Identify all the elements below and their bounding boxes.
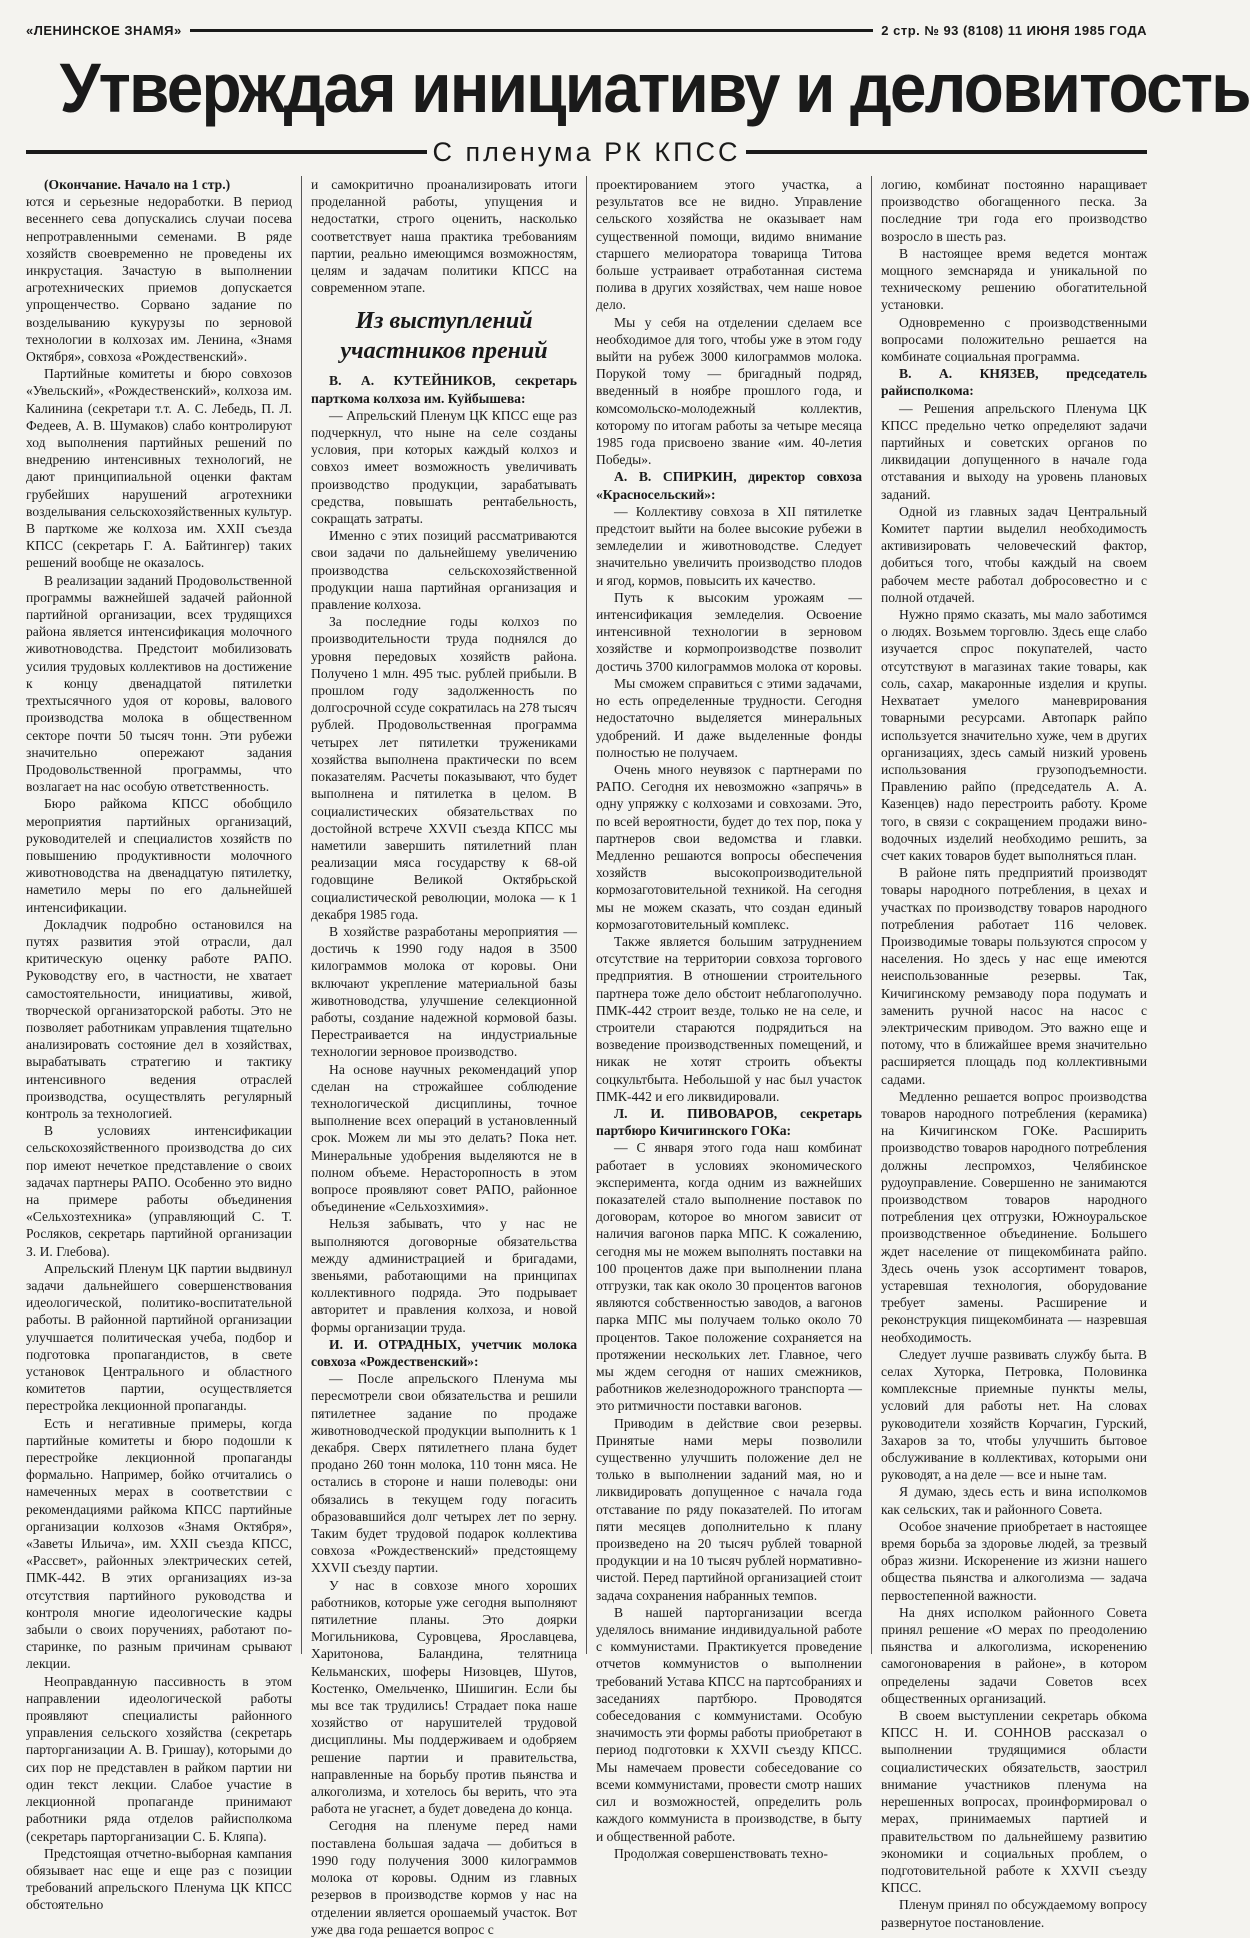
paragraph: Нельзя забывать, что у нас не выполняются договорные обязательства между администрацией и бригадами, звеньями, работающими на принципах коллективного подряда. Это подрывает авторитет и правления колхоза, и новой формы организации труда. xyxy=(311,1216,577,1335)
masthead-rule xyxy=(190,29,874,32)
column-2 xyxy=(301,176,586,1937)
paragraph: Апрельский Пленум ЦК партии выдвинул задачи дальнейшего совершенствования идеологической, политико-воспитательной работы. В районной партийной организации улучшается политическая учеба, подбор и подготовка пропагандистов, в свете установок Центрального и областного комитетов партии, осуществляется перестройка лекционной пропаганды. xyxy=(26,1260,292,1414)
paragraph: Мы сможем справиться с этими задачами, но есть определенные трудности. Сегодня недостаточно выделяется минеральных удобрений. И даже выделенные фонды полностью не получаем. xyxy=(596,675,862,760)
section-title: Из выступлений участников прений xyxy=(340,308,548,365)
column-3 xyxy=(586,176,871,1861)
paragraph: Путь к высоким урожаям — интенсификация земледелия. Освоение интенсивной технологии в зерновом хозяйстве и кормопроизводстве позволит достичь 3700 килограммов молока от коровы. xyxy=(596,589,862,674)
paragraph: Медленно решается вопрос производства товаров народного потребления (керамика) на Кичигинском ГОКе. Расширить производство товаров народного потребления должны леспромхоз, Челябинское рудоуправление. Совершенно не занимаются производством товаров народного потребления цех отгрузки, Южноуральское производственное объединение. Большего ждет население от пищекомбината райпо. Здесь очень узок ассортимент товаров, устаревшая технология, оборудование требует замены. Расширение и реконструкция пищекомбината — назревшая необходимость. xyxy=(881,1088,1147,1345)
paragraph: В условиях интенсификации сельскохозяйственного производства до сих пор имеют нечеткое представление о своих задачах партнеры РАПО. Особенно это видно на примере работы объединения «Сельхозтехника» (управляющий С. Т. Росляков, секретарь партийной организации З. И. Глебова). xyxy=(26,1123,292,1259)
paragraph: В хозяйстве разработаны мероприятия — достичь к 1990 году надоя в 3500 килограммов молока от коровы. Они включают укрепление материальной базы животноводства, улучшение селекционной работы, создание надежной кормовой базы. Перестраивается на индустриальные технологии зерновое производство. xyxy=(311,923,577,1060)
paragraph: — Апрельский Пленум ЦК КПСС еще раз подчеркнул, что ныне на селе созданы условия, при которых каждый колхоз и совхоз имеет возможность увеличивать производство продукции, зарабатывать средства, повышать рентабельность, сокращать затраты. xyxy=(311,407,577,527)
headline: Утверждая инициативу и деловитость xyxy=(59,49,1250,127)
speaker-name: В. А. КУТЕЙНИКОВ, секретарь парткома колхоза им. Куйбышева: xyxy=(311,373,577,406)
subhead-row xyxy=(26,134,1147,170)
column-4 xyxy=(871,176,1147,1930)
article-columns xyxy=(26,176,1147,1937)
paragraph: Бюро райкома КПСС обобщило мероприятия партийных организаций, руководителей и специалистов хозяйств по повышению продуктивности молочного животноводства на двенадцатую пятилетку, наметило меры по его дальнейшей интенсификации. xyxy=(26,796,292,915)
speaker-name: Л. И. ПИВОВАРОВ, секретарь партбюро Кичигинского ГОКа: xyxy=(596,1105,862,1139)
paragraph: — Решения апрельского Пленума ЦК КПСС предельно четко определяют задачи партийных и советских органов по ликвидации допущенного в начале года отставания и выходу на уровень плановых заданий. xyxy=(881,400,1147,502)
paragraph: Следует лучше развивать службу быта. В селах Хуторка, Петровка, Половинка комплексные приемные пункты мелы, условий для работы нет. На словах руководители хозяйств Корчагин, Гурский, Захаров за то, чтобы улучшить бытовое обслуживание в коллективах, которыми они руководят, а на деле — все и ныне там. xyxy=(881,1346,1147,1483)
paragraph: Также является большим затруднением отсутствие на территории совхоза торгового предприятия. В отношении строительного партнера тоже дело обстоит неблагополучно. ПМК-442 строит везде, только не на селе, и строители стараются подрядиться на возведение производственных помещений, и никак не хотят строить объекты соцкультбыта. Небольшой у нас был участок ПМК-442 и его ликвидировали. xyxy=(596,933,862,1104)
paragraph: Неоправданную пассивность в этом направлении идеологической работы проявляют специалисты районного управления сельского хозяйства (секретарь парторганизации А. В. Гришау), которыми до сих пор не представлен в райком партии ни один текст лекции. Слабое участие в лекционной пропаганде принимают работники ряда отделов райисполкома (секретарь парторганизации С. Б. Кляпа). xyxy=(26,1673,292,1844)
issue-info: 2 стр. № 93 (8108) 11 ИЮНЯ 1985 ГОДА xyxy=(881,22,1147,38)
paragraph: Продолжая совершенствовать техно- xyxy=(614,1845,828,1861)
paragraph: — Коллективу совхоза в XII пятилетке предстоит выйти на более высокие рубежи в земледелии и животноводстве. Следует значительно увеличить производство плодов и ягод, кормов, повысить их качество. xyxy=(596,503,862,588)
paragraph: На основе научных рекомендаций упор сделан на строжайшее соблюдение технологической дисциплины, точное выполнение всех операций в установленный срок. Можем ли мы это делать? Пока нет. Минеральные удобрения выделяются не в полном объеме. Нерасторопность в этом вопросе проявляют совет РАПО, районное объединение «Сельхозхимия». xyxy=(311,1061,577,1215)
paragraph: Есть и негативные примеры, когда партийные комитеты и бюро подошли к перестройке лекционной пропаганды формально. Например, бойко отчитались о намеченных мерах в соответствии с рекомендациями райкома КПСС партийные организации колхозов «Знамя Октября», «Заветы Ильича», им. XXII съезда КПСС, «Рассвет», районных электрических сетей, ПМК-442. В этих организациях из-за отсутствия партийного руководства и контроля многие идеологические кадры забыли о своих поручениях, работают по-старинке, по разным причинам срывают лекции. xyxy=(26,1415,292,1672)
paragraph: Я думаю, здесь есть и вина исполкомов как сельских, так и районного Совета. xyxy=(881,1484,1147,1517)
paragraph: Очень много неувязок с партнерами по РАПО. Сегодня их невозможно «запрячь» в одну упряжку с колхозами и совхозами. Это, по всей вероятности, будет до тех пор, пока у партнеров свои ведомства и главки. Медленно решаются вопросы обеспечения хозяйств высокопроизводительной кормозаготовительной техникой. На сегодня мы не можем сказать, что создан единый кормозаготовительный комплекс. xyxy=(596,761,862,932)
paragraph: Сегодня на пленуме перед нами поставлена большая задача — добиться в 1990 году получения 3000 килограммов молока от коровы. Одним из главных резервов в производстве кормов у нас на отделении является орошаемый участок. Вот уже два года решается вопрос с xyxy=(311,1818,577,1937)
subhead: С пленума РК КПСС xyxy=(432,136,741,167)
paragraph: Пленум принял по обсуждаемому вопросу развернутое постановление. xyxy=(881,1897,1147,1930)
subhead-rule-left xyxy=(26,150,427,154)
speaker-name: И. И. ОТРАДНЫХ, учетчик молока совхоза «Рождественский»: xyxy=(311,1336,577,1369)
paragraph: проектированием этого участка, а результатов все не видно. Управление сельского хозяйства не оказывает нам существенной помощи, видимо внимание старшего мелиоратора товарища Титова больше устраивает отработанная система полива в других хозяйствах, чем наше новое дело. xyxy=(596,177,862,313)
speaker-name: В. А. КНЯЗЕВ, председатель райисполкома: xyxy=(881,366,1147,399)
paragraph: У нас в совхозе много хороших работников, которые уже сегодня выполняют пятилетние планы. Это доярки Могильникова, Суровцева, Ярославцева, Харитонова, Баландина, телятница Кельманских, шоферы Низовцев, Шутов, Костенко, Омельченко, Шишигин. Если бы мы все так трудились! Страдает пока наше хозяйство от нарушителей трудовой дисциплины. Мы поддерживаем и одобряем решение партии и правительства, направленные на борьбу против пьянства и алкоголизма, и хотелось бы верить, что эта работа не угаснет, а будет доведена до конца. xyxy=(311,1577,577,1817)
speaker-name: А. В. СПИРКИН, директор совхоза «Красносельский»: xyxy=(596,469,862,502)
paragraph: и самокритично проанализировать итоги проделанной работы, упущения и недостатки, строго оценить, насколько соответствует наша практика требованиям партии, реально имеющимся возможностям, целям и задачам политики КПСС на современном этапе. xyxy=(311,177,577,296)
subhead-rule-right xyxy=(746,150,1147,154)
masthead xyxy=(26,20,1147,40)
paragraph: — После апрельского Пленума мы пересмотрели свои обязательства и решили пятилетнее задание по продаже животноводческой продукции выполнить к 1 декабря. Сверх пятилетнего плана будет продано 260 тонн молока, 110 тонн мяса. Не остались в стороне и наши полеводы: они обязались в текущем году погасить образовавшийся долг четырех лет по зерну. Таким будет трудовой подарок коллектива совхоза «Рождественский» предстоящему XXVII съезду партии. xyxy=(311,1371,577,1576)
paragraph: Мы у себя на отделении сделаем все необходимое для того, чтобы уже в этом году выйти на рубеж 3000 килограммов молока. Порукой тому — бригадный подряд, введенный в ноябре прошлого года, и комсомольско-молодежный коллектив, которому по итогам работы за четыре месяца 1985 года присвоено звание «им. 40-летия Победы». xyxy=(596,314,862,468)
paragraph: Одновременно с производственными вопросами положительно решается на комбинате социальная программа. xyxy=(881,314,1147,365)
paragraph: За последние годы колхоз по производительности труда поднялся до уровня передовых хозяйств района. Получено 1 млн. 495 тыс. рублей прибыли. В прошлом году задолженность по долгосрочной ссуде сократилась на 278 тысяч рублей. Продовольственная программа четырех лет пятилетки тружениками хозяйства выполнена практически по всем показателям. Расчеты показывают, что будет выполнена и пятилетка в целом. В социалистических обязательствах по достойной встрече XXVII съезда КПСС мы наметили завершить пятилетний план реализации мяса государству к 68-ой годовщине Великой Октябрьской социалистической революции, молока — к 1 декабря 1985 года. xyxy=(311,614,577,922)
paragraph: Партийные комитеты и бюро совхозов «Увельский», «Рождественский», колхоза им. Калинина (секретари т.т. А. С. Лебедь, П. Л. Федеев, А. В. Шумаков) слабо контролируют ход выполнения партийных решений по внедрению интенсивных технологий, не дают принципиальной оценки фактам грубейших нарушений агротехники возделывания сельскохозяйственных культур. В парткоме же колхоза им. XXII съезда КПСС (секретарь Г. А. Байтингер) таких решений вообще не оказалось. xyxy=(26,366,292,571)
paragraph: Одной из главных задач Центральный Комитет партии выделил необходимость активизировать человеческий фактор, добиться того, чтобы каждый на своем рабочем месте работал добросовестно и с полной отдачей. xyxy=(881,503,1147,605)
paragraph: ются и серьезные недоработки. В период весеннего сева допускались случаи посева непротравленными семенами. В ряде хозяйств своевременно не проведены их инкрустация. Зачастую в выполнении агротехнических приемов допускается упрощенчество. Сорвано задание по возделыванию кукурузы по зерновой технологии в колхозах им. Ленина, «Знамя Октября», совхоза «Рождественский». xyxy=(26,194,292,365)
paragraph: Именно с этих позиций рассматриваются свои задачи по дальнейшему увеличению производства сельскохозяйственной продукции наша партийная организация и правление колхоза. xyxy=(311,528,577,613)
paragraph: В районе пять предприятий производят товары народного потребления, в цехах и участках по производству товаров народного потребления работает 116 человек. Производимые товары пользуются спросом у населения. Но здесь у нас еще имеются неиспользованные резервы. Так, Кичигинскому ремзаводу пора подумать и заменить ручной насос на насос с электрическим приводом. Это важно еще и потому, что в ближайшее время значительно расширяется площадь под коллективными садами. xyxy=(881,865,1147,1087)
paragraph: Предстоящая отчетно-выборная кампания обязывает нас еще и еще раз с позиции требований апрельского Пленума ЦК КПСС обстоятельно xyxy=(26,1845,292,1913)
paragraph: Докладчик подробно остановился на путях развития этой отрасли, дал критическую оценку работе РАПО. Руководству его, в частности, не хватает самостоятельности, инициативы, живой, творческой организаторской работы. Это не позволяет работникам управления тщательно анализировать состояние дел в хозяйствах, вырабатывать стратегию и тактику интенсивного ведения отраслей производства, осуществлять регулярный контроль за технологией. xyxy=(26,916,292,1121)
continuation-note: (Окончание. Начало на 1 стр.) xyxy=(44,177,231,192)
paragraph: — С января этого года наш комбинат работает в условиях экономического эксперимента, когда одним из важнейших показателей стало выполнение поставок по договорам, которое во многом зависит от наличия вагонов парка МПС. К сожалению, сегодня мы не можем выполнять поставки на 100 процентов даже при выполнении плана отгрузки, так как около 30 процентов вагонов являются собственностью заводов, а вагонов парка МПС мы получаем только около 70 процентов. Такое положение сохраняется на протяжении нескольких лет. Главное, чего мы ждем сегодня от наших смежников, работников железнодорожного транспорта — это ритмичности поставки вагонов. xyxy=(596,1140,862,1414)
paragraph: Особое значение приобретает в настоящее время борьба за здоровье людей, за трезвый образ жизни. Искоренение из жизни нашего общества пьянства и алкоголизма — задача первостепенной важности. xyxy=(881,1518,1147,1603)
paragraph: На днях исполком районного Совета принял решение «О мерах по преодолению пьянства и алкоголизма, искоренению самогоноварения в районе», в котором определены задачи Советов всех общественных организаций. xyxy=(881,1604,1147,1706)
paragraph: В настоящее время ведется монтаж мощного земснаряда и уникальной по техническому решению обогатительной установки. xyxy=(881,245,1147,313)
paragraph: В своем выступлении секретарь обкома КПСС Н. И. СОННОВ рассказал о выполнении трудящимися области социалистических обязательств, заострил внимание участников пленума на нерешенных вопросах, проинформировал о мерах, принимаемых партией и правительством по дальнейшему развитию экономики и социальных проблем, о подготовительной работе к XXVII съезду КПСС. xyxy=(881,1708,1147,1896)
newspaper-name: «ЛЕНИНСКОЕ ЗНАМЯ» xyxy=(26,22,182,38)
paragraph: Нужно прямо сказать, мы мало заботимся о людях. Возьмем торговлю. Здесь еще слабо изучается спрос покупателей, часто отсутствуют в магазинах такие товары, как соль, сахар, макаронные изделия и крупы. Нехватает умелого маневрирования товарными ресурсами. Автопарк райпо используется значительно хуже, чем в других организациях, здесь самый низкий уровень использования грузоподъемности. Правлению райпо (председатель А. А. Казенцев) надо перестроить работу. Кроме того, в связи с сокращением продажи вино-водочных изделий необходимо решить, за счет каких товаров будет выполняться план. xyxy=(881,607,1147,863)
column-1 xyxy=(26,176,301,1913)
paragraph: Приводим в действие свои резервы. Принятые нами меры позволили существенно улучшить положение дел не только в выполнении заданий мая, но и ликвидировать допущенное с начала года отставание по ряду показателей. По итогам пяти месяцев дополнительно к плану произведено на 20 тысяч рублей товарной продукции и на 10 тысяч рублей нормативно-чистой. Перед партийной организацией стоит задача сохранения набранных темпов. xyxy=(596,1415,862,1603)
paragraph: В нашей парторганизации всегда уделялось внимание индивидуальной работе с коммунистами. Практикуется проведение отчетов коммунистов о выполнении требований Устава КПСС на партсобраниях и заседаниях партбюро. Проводятся собеседования с коммунистами. Особую значимость эти формы работы приобретают в период подготовки к XXVII съезду КПСС. Мы намечаем провести собеседование со всеми коммунистами, провести смотр наших сил и возможностей, определить роль каждого коммуниста в производстве, в быту и общественной работе. xyxy=(596,1604,862,1844)
paragraph: В реализации заданий Продовольственной программы важнейшей задачей районной партийной организации, всех трудящихся района является интенсификация молочного животноводства. Предстоит мобилизовать усилия трудовых коллективов на достижение к концу двенадцатой пятилетки трехтысячного удоя от коровы, валового производства молока в общественном секторе почти 50 тысяч тонн. Эти рубежи значительно опережают задания Продовольственной программы, что возлагает на нас особую ответственность. xyxy=(26,572,292,795)
paragraph: логию, комбинат постоянно наращивает производство обогащенного песка. За последние три года его производство возросло в шесть раз. xyxy=(881,177,1147,244)
